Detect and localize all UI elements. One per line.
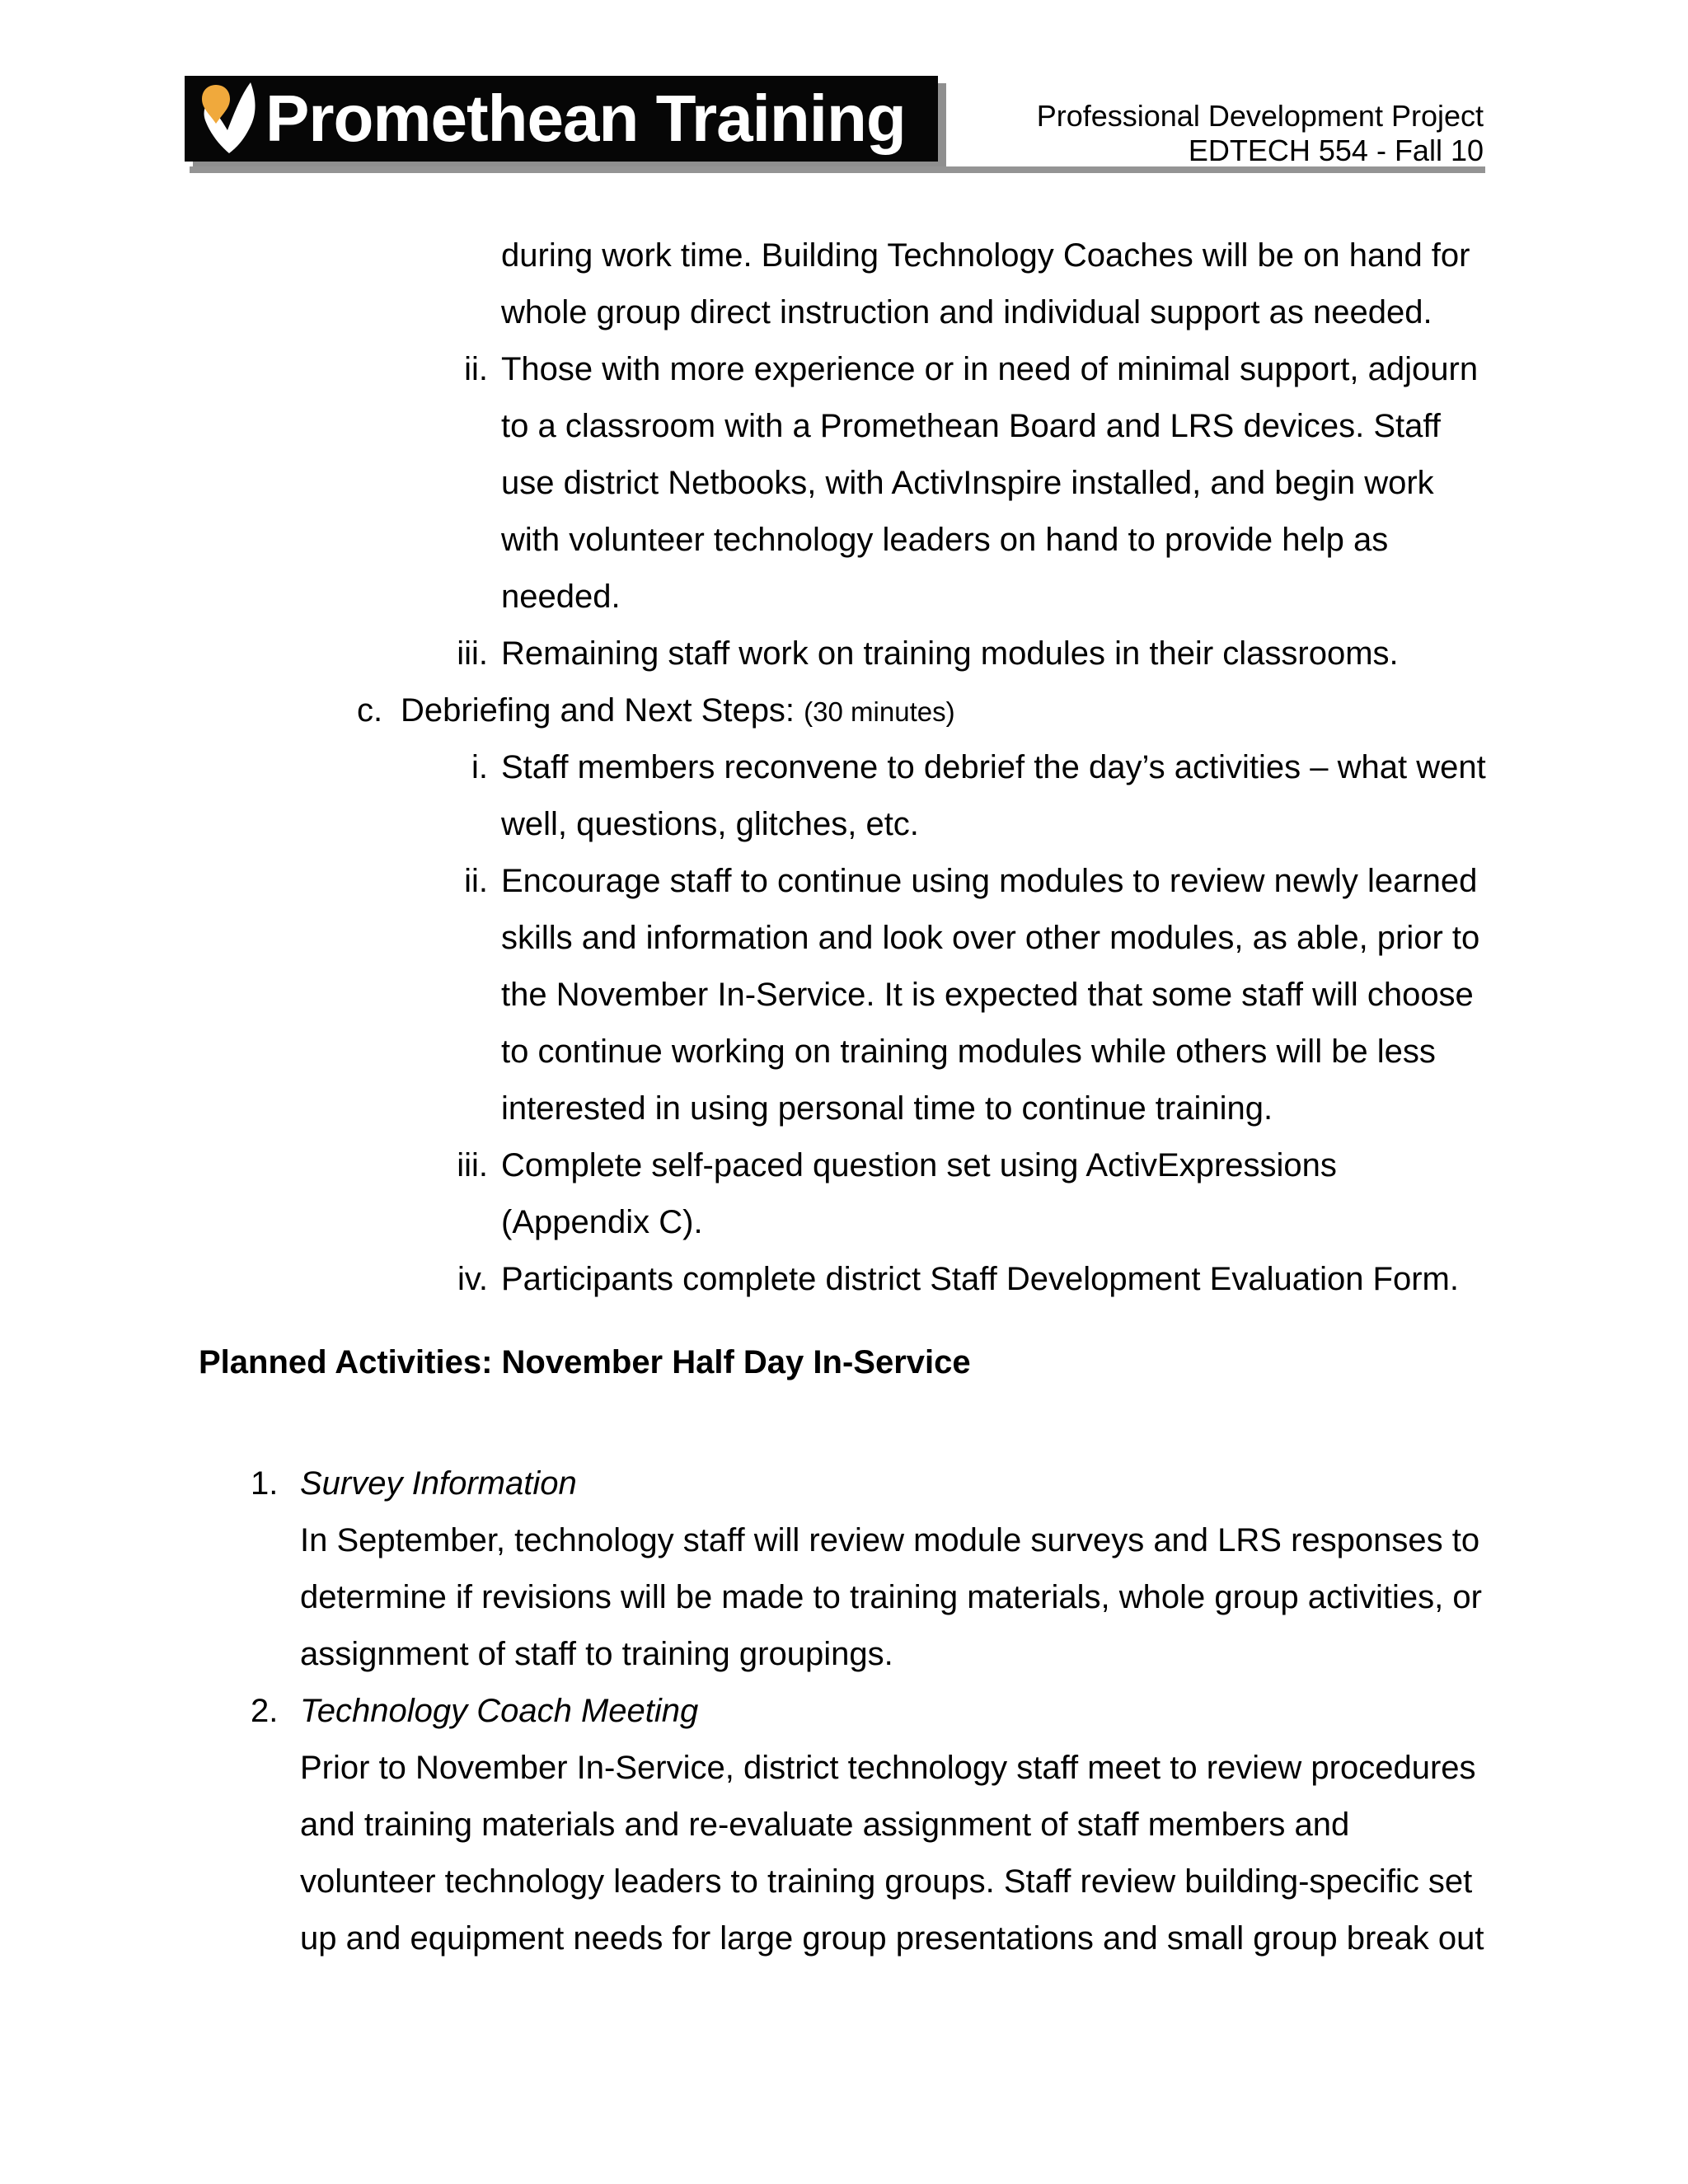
document-line: with volunteer technology leaders on hand to provide help as [501, 522, 1389, 558]
document-line: during work time. Building Technology Coaches will be on hand for [501, 237, 1470, 274]
section-heading: Planned Activities: November Half Day In-Service [199, 1344, 971, 1380]
list-item-text: Remaining staff work on training modules in their classrooms. [501, 635, 1399, 672]
document-line: (Appendix C). [501, 1204, 703, 1240]
list-item [0, 1455, 1688, 1512]
document-line: to a classroom with a Promethean Board and LRS devices. Staff [501, 408, 1441, 444]
list-marker: 2. [251, 1693, 279, 1729]
list-item [0, 853, 1688, 910]
document-line: needed. [501, 579, 621, 615]
list-item [0, 1251, 1688, 1308]
list-item [0, 626, 1688, 682]
document-line: the November In-Service. It is expected that some staff will choose [501, 977, 1474, 1013]
project-title: Professional Development Project [1036, 99, 1484, 133]
document-line: and training materials and re-evaluate assignment of staff members and [300, 1807, 1350, 1843]
course-label: EDTECH 554 - Fall 10 [1188, 134, 1484, 167]
list-item [0, 1683, 1688, 1740]
header-project-info [1037, 99, 1484, 168]
document-line: interested in using personal time to continue training. [501, 1090, 1273, 1127]
list-marker: iii. [457, 1147, 488, 1183]
list-item [0, 739, 1688, 796]
document-body [0, 227, 1688, 1967]
document-line: skills and information and look over other modules, as able, prior to [501, 920, 1480, 956]
document-line: Prior to November In-Service, district technology staff meet to review procedures [300, 1750, 1476, 1786]
promethean-pin-icon [198, 82, 260, 155]
list-item [0, 341, 1688, 398]
list-item-text: Debriefing and Next Steps: [401, 692, 804, 729]
list-item-title: Technology Coach Meeting [300, 1693, 699, 1729]
document-line: whole group direct instruction and individual support as needed. [501, 294, 1432, 330]
list-item-text: Participants complete district Staff Development Evaluation Form. [501, 1261, 1459, 1297]
list-marker: ii. [464, 351, 488, 387]
list-item-text: Complete self-paced question set using ActivExpressions [501, 1147, 1337, 1183]
list-marker: iii. [457, 635, 488, 672]
list-marker: 1. [251, 1465, 279, 1502]
logo-text: Promethean Training [265, 82, 906, 155]
document-line: to continue working on training modules while others will be less [501, 1033, 1436, 1070]
list-marker: c. [357, 692, 383, 729]
document-line: determine if revisions will be made to training materials, whole group activities, or [300, 1579, 1482, 1615]
document-line: up and equipment needs for large group presentations and small group break out [300, 1920, 1484, 1957]
list-marker: ii. [464, 863, 488, 899]
document-line: use district Netbooks, with ActivInspire installed, and begin work [501, 465, 1434, 501]
list-item-text: Encourage staff to continue using modules to review newly learned [501, 863, 1478, 899]
document-line: well, questions, glitches, etc. [501, 806, 919, 842]
list-item-title: Survey Information [300, 1465, 577, 1502]
list-item [0, 682, 1688, 739]
document-line: volunteer technology leaders to training groups. Staff review building-specific set [300, 1863, 1473, 1900]
list-item-text: Staff members reconvene to debrief the day’s activities – what went [501, 749, 1486, 785]
list-item [0, 1137, 1688, 1194]
list-item-text: Those with more experience or in need of minimal support, adjourn [501, 351, 1479, 387]
document-line: In September, technology staff will review module surveys and LRS responses to [300, 1522, 1480, 1558]
list-marker: iv. [457, 1261, 488, 1297]
duration-note: (30 minutes) [804, 696, 955, 727]
list-marker: i. [471, 749, 488, 785]
document-line: assignment of staff to training groupings. [300, 1636, 893, 1672]
brand-logo [185, 76, 938, 162]
